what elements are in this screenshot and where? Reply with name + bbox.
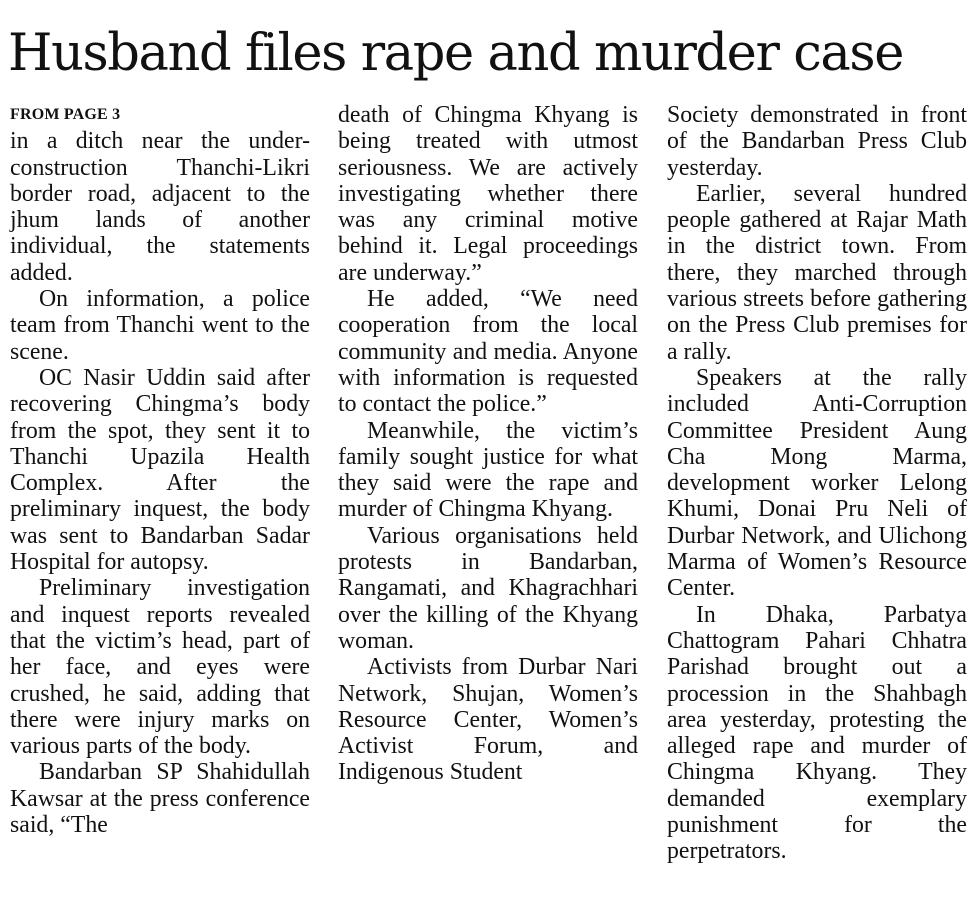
article-column-1 — [10, 102, 310, 838]
continued-from-kicker: FROM PAGE 3 — [10, 106, 121, 123]
paragraph: Earlier, several hundred people gathered at Rajar Math in the district town. From there, they marched through various streets before gathering on the Press Club premises for a rally. — [667, 180, 967, 365]
paragraph: Meanwhile, the victim’s family sought justice for what they said were the rape and murder of Chingma Khyang. — [338, 417, 638, 523]
paragraph: Activists from Durbar Nari Network, Shujan, Women’s Resource Center, Women’s Activist Forum, and Indigenous Student — [338, 654, 638, 786]
paragraph: In Dhaka, Parbatya Chattogram Pahari Chhatra Parishad brought out a procession in the Shahbagh area yesterday, protesting the alleged rape and murder of Chingma Khyang. They demanded exemplary punishment for the perpetrators. — [667, 601, 967, 865]
paragraph: Various organisations held protests in Bandarban, Rangamati, and Khagrachhari over the killing of the Khyang woman. — [338, 522, 638, 654]
article-column-3 — [667, 102, 967, 865]
paragraph: Bandarban SP Shahidullah Kawsar at the press conference said, “The — [10, 759, 310, 839]
paragraph: On information, a police team from Thanchi went to the scene. — [10, 286, 310, 365]
article-headline: Husband files rape and murder case — [8, 24, 903, 83]
article-column-2 — [338, 102, 638, 786]
paragraph: in a ditch near the under-construction Thanchi-Likri border road, adjacent to the jhum lands of another individual, the statements added. — [10, 128, 310, 286]
paragraph: death of Chingma Khyang is being treated with utmost seriousness. We are actively investigating whether there was any criminal motive behind it. Legal proceedings are underway.” — [338, 102, 638, 286]
paragraph: Speakers at the rally included Anti-Corruption Committee President Aung Cha Mong Marma, development worker Lelong Khumi, Donai Pru Neli of Durbar Network, and Ulichong Marma of Women’s Resource Center. — [667, 364, 967, 602]
paragraph: He added, “We need cooperation from the local community and media. Anyone with information is requested to contact the police.” — [338, 286, 638, 418]
paragraph: Preliminary investigation and inquest reports revealed that the victim’s head, part of her face, and eyes were crushed, he said, adding that there were injury marks on various parts of the body. — [10, 575, 310, 760]
paragraph: Society demonstrated in front of the Bandarban Press Club yesterday. — [667, 102, 967, 181]
paragraph: OC Nasir Uddin said after recovering Chingma’s body from the spot, they sent it to Thanchi Upazila Health Complex. After the preliminary inquest, the body was sent to Bandarban Sadar Hospital for autopsy. — [10, 364, 310, 576]
